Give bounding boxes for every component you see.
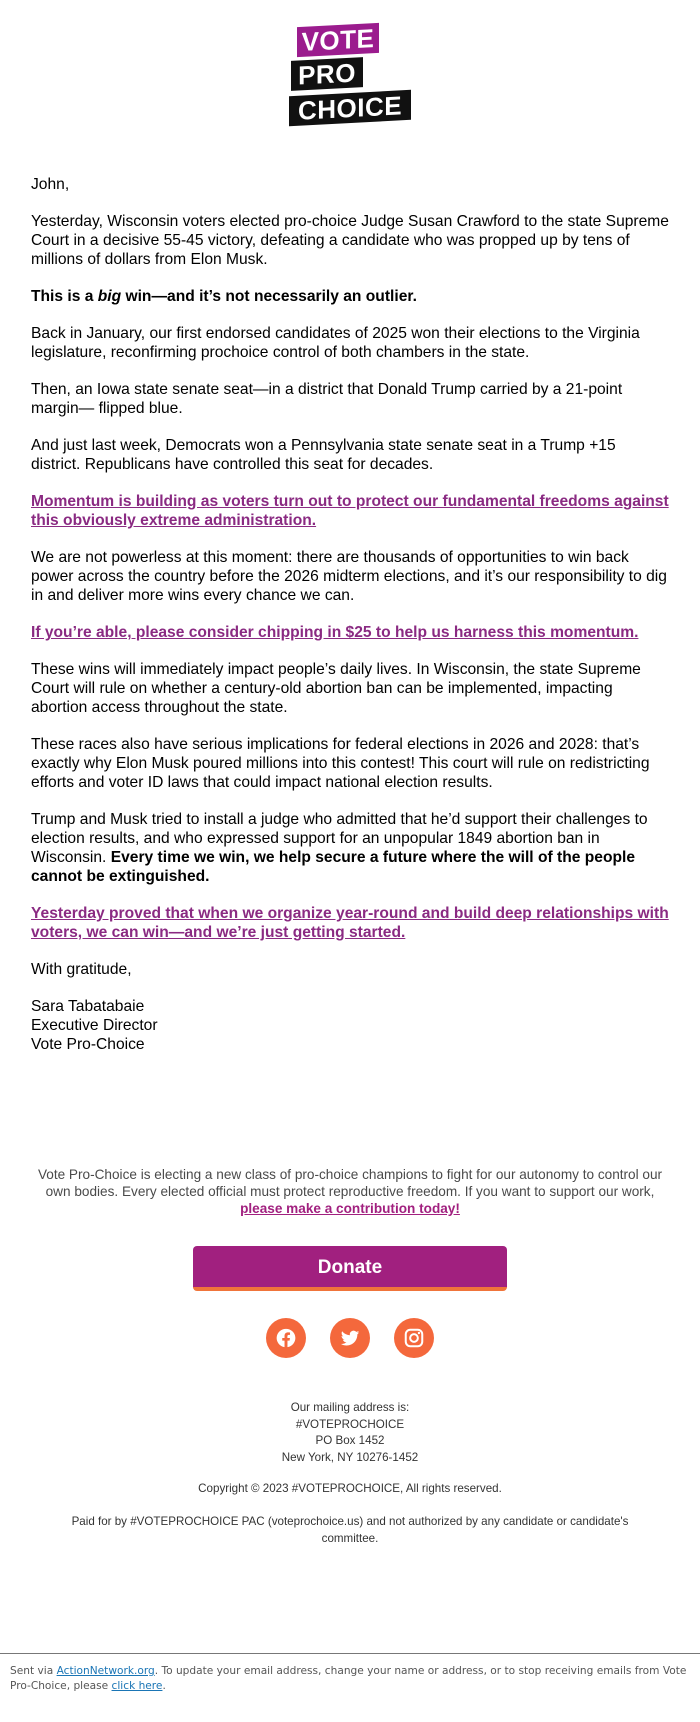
message-content <box>0 155 700 1054</box>
logo-line-vote: VOTE <box>297 23 379 57</box>
update-email-text: . To update your email address, change your name or address, or to stop receiving emails from Vote Pro-Choice, please <box>10 1665 687 1692</box>
paragraph-6: We are not powerless at this moment: there are thousands of opportunities to win back power across the country before the 2026 midterm elections, and it’s our responsibility to dig in and deliver more wins every chance we can. <box>31 549 667 604</box>
paid-for-disclaimer: Paid for by #VOTEPROCHOICE PAC (voteprochoice.us) and not authorized by any candidate or candidate's committee. <box>71 1515 629 1545</box>
signature <box>31 997 669 1054</box>
bottom-bar-end: . <box>162 1680 166 1692</box>
momentum-link[interactable]: Momentum is building as voters turn out to protect our fundamental freedoms against this obviously extreme administration. <box>31 493 669 529</box>
logo-line-choice: CHOICE <box>289 90 411 126</box>
chip-in-link[interactable]: If you’re able, please consider chipping in $25 to help us harness this momentum. <box>31 624 639 641</box>
paragraph-9-bold: Every time we win, we help secure a future where the will of the people cannot be extinguished. <box>31 849 635 885</box>
paragraph-9 <box>31 810 669 886</box>
click-here-link[interactable]: click here <box>111 1680 163 1692</box>
paragraph-7: These wins will immediately impact people’s daily lives. In Wisconsin, the state Supreme Court will rule on whether a century-old abortion ban can be implemented, impacting abortion access throughout the state. <box>31 661 641 716</box>
sent-via-text: Sent via <box>10 1665 57 1677</box>
paragraph-link-1 <box>31 492 669 530</box>
greeting: John, <box>31 176 70 193</box>
facebook-button[interactable] <box>266 1318 306 1358</box>
paragraph-2-em: big <box>97 288 122 305</box>
paragraph-2 <box>31 287 669 306</box>
signature-name: Sara Tabatabaie <box>31 998 145 1015</box>
signature-org: Vote Pro-Choice <box>31 1036 145 1053</box>
actionnetwork-link[interactable]: ActionNetwork.org <box>56 1665 155 1677</box>
paragraph-8: These races also have serious implications for federal elections in 2026 and 2028: that’s exactly why Elon Musk poured millions into this contest! This court will rule on redistricting efforts and voter ID laws that could impact national election results. <box>31 736 650 791</box>
paragraph-9-a: Trump and Musk tried to install a judge who admitted that he’d support their challenges to election results, and who expressed support for an unpopular 1849 abortion ban in Wisconsin. <box>31 811 648 866</box>
contribution-link[interactable]: please make a contribution today! <box>240 1201 460 1216</box>
mailing-address <box>0 1400 700 1466</box>
address-org: #VOTEPROCHOICE <box>295 1417 405 1431</box>
donate-button[interactable]: Donate <box>193 1246 507 1291</box>
footer-blurb <box>0 1166 700 1217</box>
facebook-icon <box>275 1327 297 1349</box>
paragraph-2-a: This is a <box>31 288 98 305</box>
copyright: Copyright © 2023 #VOTEPROCHOICE, All rights reserved. <box>198 1482 502 1495</box>
instagram-icon <box>403 1327 425 1349</box>
paragraph-4: Then, an Iowa state senate seat—in a district that Donald Trump carried by a 21-point margin— flipped blue. <box>31 381 623 417</box>
paragraph-5: And just last week, Democrats won a Pennsylvania state senate seat in a Trump +15 district. Republicans have controlled this seat for decades. <box>31 437 616 473</box>
paragraph-2-b: win—and it’s not necessarily an outlier. <box>121 288 417 305</box>
address-po: PO Box 1452 <box>315 1434 385 1447</box>
signature-title: Executive Director <box>31 1017 158 1034</box>
organize-link[interactable]: Yesterday proved that when we organize year-round and build deep relationships with voters, we can win—and we’re just getting started. <box>31 905 669 941</box>
donate-row <box>0 1246 700 1291</box>
paragraph-1: Yesterday, Wisconsin voters elected pro-choice Judge Susan Crawford to the state Supreme Court in a decisive 55-45 victory, defeating a candidate who was propped up by tens of millions of dollars from Elon Musk. <box>31 213 669 268</box>
social-links <box>0 1318 700 1358</box>
paragraph-link-3 <box>31 904 669 942</box>
logo-line-pro: PRO <box>291 57 363 91</box>
twitter-icon <box>339 1327 361 1349</box>
paragraph-link-2 <box>31 623 669 642</box>
footer-blurb-text: Vote Pro-Choice is electing a new class of pro-choice champions to fight for our autonomy to control our own bodies. Every elected official must protect reproductive freedom. If you want to support our work, <box>37 1167 663 1199</box>
unsubscribe-bar <box>0 1653 700 1694</box>
paragraph-3: Back in January, our first endorsed candidates of 2025 won their elections to the Virginia legislature, reconfirming prochoice control of both chambers in the state. <box>31 325 640 361</box>
vote-pro-choice-logo <box>287 22 413 130</box>
closing: With gratitude, <box>31 961 132 978</box>
address-intro: Our mailing address is: <box>290 1401 410 1414</box>
address-city: New York, NY 10276-1452 <box>281 1450 419 1464</box>
instagram-button[interactable] <box>394 1318 434 1358</box>
header <box>0 0 700 155</box>
twitter-button[interactable] <box>330 1318 370 1358</box>
